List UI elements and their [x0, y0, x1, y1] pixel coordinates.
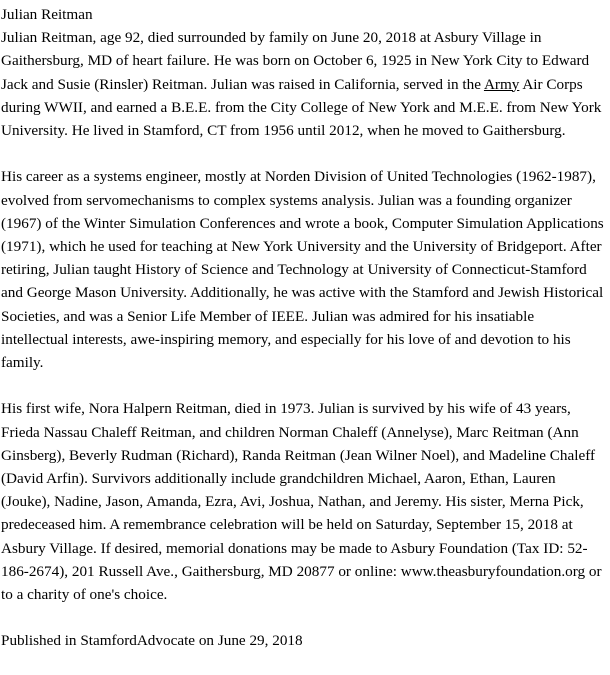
publication-footer: Published in StamfordAdvocate on June 29, 2018	[1, 632, 303, 650]
obituary-paragraph-career: His career as a systems engineer, mostly at Norden Division of United Technologies (1962-1987), evolved from servomechanisms to complex systems analysis. Julian was a founding organizer (1967) of the Winter Simulation Conferences and wrote a book, Computer Simulation Applications (1971), which he used for teaching at New York University and the University of Bridgeport. After retiring, Julian taught History of Science and Technology at University of Connecticut-Stamford and George Mason University. Additionally, he was active with the Stamford and Jewish Historical Societies, and was a Senior Life Member of IEEE. Julian was admired for his insatiable intellectual interests, awe-inspiring memory, and especially for his love of and devotion to his family.	[1, 168, 604, 372]
biography-text-after-link: Air Corps during WWII, and earned a B.E.E. from the City College of New York and M.E.E. from New York University. He lived in Stamford, CT from 1956 until 2012, when he moved to Gaithersburg.	[1, 75, 602, 140]
obituary-paragraph-biography	[1, 26, 605, 142]
army-link[interactable]: Army	[483, 75, 520, 93]
obituary-title: Julian Reitman	[1, 6, 93, 23]
obituary-paragraph-family: His first wife, Nora Halpern Reitman, died in 1973. Julian is survived by his wife of 43 years, Frieda Nassau Chaleff Reitman, and children Norman Chaleff (Annelyse), Marc Reitman (Ann Ginsberg), Beverly Rudman (Richard), Randa Reitman (Jean Wilner Noel), and Madeline Chaleff (David Arfin). Survivors additionally include grandchildren Michael, Aaron, Ethan, Lauren (Jouke), Nadine, Jason, Amanda, Ezra, Avi, Joshua, Nathan, and Jeremy. His sister, Merna Pick, predeceased him. A remembrance celebration will be held on Saturday, September 15, 2018 at Asbury Village. If desired, memorial donations may be made to Asbury Foundation (Tax ID: 52-186-2674), 201 Russell Ave., Gaithersburg, MD 20877 or online: www.theasburyfoundation.org or to a charity of one's choice.	[1, 400, 602, 604]
biography-text-before-link: Julian Reitman, age 92, died surrounded by family on June 20, 2018 at Asbury Village in Gaithersburg, MD of heart failure. He was born on October 6, 1925 in New York City to Edward Jack and Susie (Rinsler) Reitman. Julian was raised in California, served in the	[1, 29, 590, 93]
